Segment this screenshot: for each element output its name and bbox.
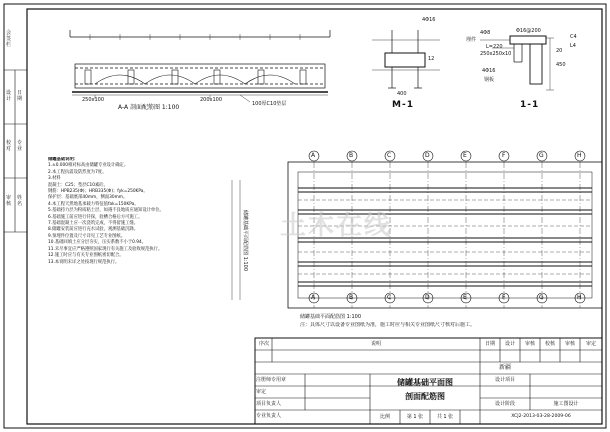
section-aa-title: A-A 剖面配筋图 1:100 (118, 104, 180, 111)
section-aa-drawing (70, 30, 330, 102)
d11-label-height: 450 (556, 62, 566, 68)
d11-label-plate: 250x250x10 (480, 51, 512, 57)
axis-top-f: F (502, 152, 506, 159)
note-line: 6.基础施工前应进行钎探，验槽合格后方可施工。 (48, 214, 143, 220)
axis-bottom-g: G (539, 294, 544, 301)
right-row-3: 施工图设计 (553, 401, 579, 407)
note-line: 2.本工程抗震设防烈度为7度。 (48, 169, 107, 175)
axis-top-e: E (463, 152, 467, 159)
drawing-title-2: 剖面配筋图 (405, 392, 445, 401)
note-line: 钢筋：HPB235(Φ)；HRB335(Φ)；fyk=250KPa。 (48, 189, 148, 195)
note-line: 保护层：基础底部40mm，侧面30mm。 (48, 195, 128, 201)
plan-caption: 储罐基础平面配筋图 1:100 (300, 314, 361, 320)
company-row-1: 注册师专用章 (256, 377, 287, 383)
d11-label-stirrup: Φ16@200 (516, 28, 541, 34)
axis-bottom-h: H (577, 294, 582, 301)
company-row-4: 专业负责人 (256, 413, 282, 419)
m1-label-rebar: 4Φ16 (422, 17, 436, 23)
note-line: 11.未尽事宜应严格遵照国家现行有关施工及验收规范执行。 (48, 246, 163, 252)
axis-bottom-f: F (502, 294, 506, 301)
note-line: 混凝土：C25；垫层C10素砼。 (48, 182, 108, 188)
watermark-text: 土木在线 (280, 211, 393, 241)
left-strip-label-3: 校对 (6, 140, 12, 152)
m1-title: M-1 (392, 100, 414, 110)
note-line: 7.基础混凝土应一次浇筑完成，不得留施工缝。 (48, 221, 139, 227)
axis-bottom-e: E (463, 294, 467, 301)
notes-title: 储罐基础说明： (48, 157, 79, 162)
d11-label-anchor: 埋件 (466, 37, 477, 43)
section-aa-dim-2: 200x100 (200, 97, 223, 103)
note-line: 9.预埋件位置及尺寸详见工艺专业图纸。 (48, 233, 126, 239)
section-aa-dim-3: 100厚C10垫层 (252, 101, 287, 107)
m1-label-width: 400 (397, 91, 407, 97)
note-line: 13.本说明未详之处按现行规范执行。 (48, 259, 120, 265)
left-strip-label-7: 姓名 (17, 195, 23, 207)
plan-note: 注：具体尺寸以设备专业图纸为准，施工时应与相关专业图纸尺寸核对后施工。 (300, 322, 476, 328)
axis-top-d: D (425, 152, 430, 159)
drawing-number: XCJ2-2013-03-28-2009-06 (511, 414, 571, 419)
design-notes (48, 157, 228, 266)
d11-label-length: L=220 (486, 44, 503, 50)
left-strip-label-1: 会签栏 (6, 30, 12, 48)
note-line: 4.本工程天然地基承载力特征值fak=150KPa。 (48, 201, 139, 207)
axis-bottom-d: D (425, 294, 430, 301)
drawing-title-1: 储罐基础平面图 (397, 378, 453, 387)
note-line: 10.基础回填土应分层夯实，压实系数不小于0.94。 (48, 240, 147, 246)
d11-label-4phi8: 4Φ8 (480, 30, 491, 36)
d11-label-20: 20 (556, 48, 563, 54)
plan-vertical-title: 储罐基础平面配筋图 1:100 (242, 210, 248, 271)
axis-top-g: G (539, 152, 544, 159)
axis-bottom-a: A (311, 294, 316, 301)
left-strip-label-4: 审核 (6, 195, 12, 207)
d11-label-c4: C4 (570, 34, 577, 40)
d11-title: 1-1 (520, 100, 540, 110)
d11-label-l4: L4 (570, 43, 576, 49)
total-label: 共 1 张 (436, 414, 454, 420)
right-row-2: 设计阶段 (494, 401, 515, 407)
note-line: 8.储罐安装前应进行充水试验，观测基础沉降。 (48, 227, 139, 233)
d11-label-4phi16: 4Φ16 (482, 68, 496, 74)
rev-col-final: 审定 (585, 341, 596, 347)
rev-col-review: 审核 (524, 341, 535, 347)
m1-label-thk: 12 (428, 56, 435, 62)
rev-col-check: 校核 (544, 341, 555, 347)
rev-col-desc: 说明 (370, 341, 381, 347)
axis-bottom-c: C (387, 294, 392, 301)
project-label: 新疆 (498, 364, 511, 371)
rev-col-date: 日期 (484, 341, 495, 347)
sheet-label: 第 1 张 (406, 414, 424, 420)
axis-bottom-b: B (349, 294, 354, 301)
right-row-1: 设计项目 (494, 377, 515, 383)
left-strip-label-5: 日期 (17, 90, 23, 102)
scale-label: 比例 (379, 414, 390, 420)
note-line: 12.施工时应与有关专业图纸密切配合。 (48, 253, 124, 259)
company-row-3: 项目负责人 (256, 401, 282, 407)
left-strip-label-2: 设计 (6, 90, 12, 102)
rev-col-design: 设计 (504, 341, 515, 347)
company-row-2: 审定 (256, 389, 267, 395)
d11-label-steel: 钢板 (484, 77, 495, 83)
axis-top-h: H (577, 152, 582, 159)
note-line: 3.材料 (48, 176, 61, 182)
axis-top-c: C (387, 152, 392, 159)
section-aa-dim-1: 250x100 (82, 97, 105, 103)
notes-side-lines (232, 180, 240, 300)
left-strip-label-6: 专业 (17, 140, 23, 152)
note-line: 1.±0.000相对标高由储罐专业设计确定。 (48, 163, 129, 169)
axis-top-a: A (311, 152, 316, 159)
note-line: 5.基础持力层为粉质粘土层，如遇不良地质应通知设计单位。 (48, 208, 164, 214)
axis-top-b: B (349, 152, 354, 159)
rev-col-no: 序次 (258, 341, 269, 347)
rev-col-approve: 审核 (564, 341, 575, 347)
